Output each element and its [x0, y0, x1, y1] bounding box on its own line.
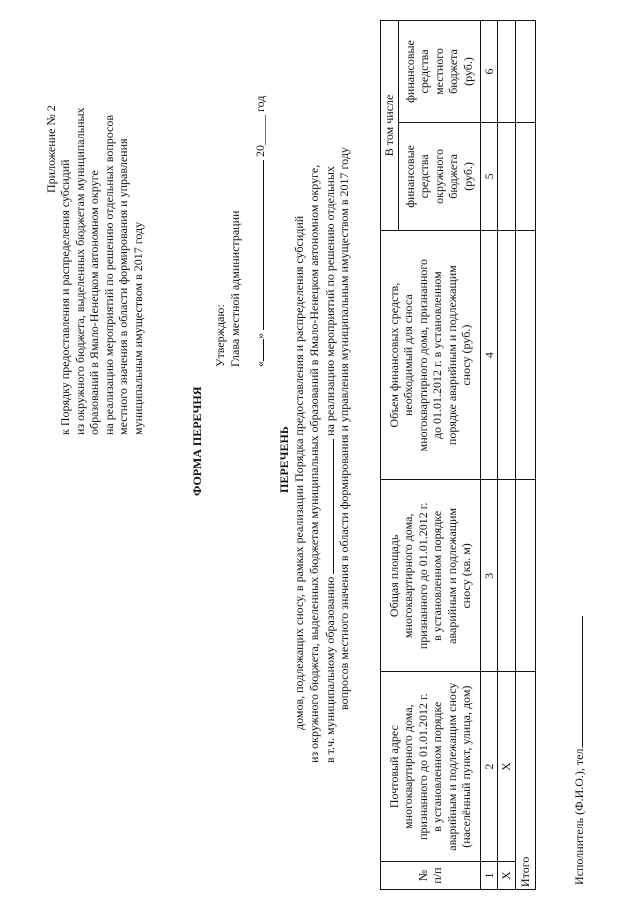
objects-table — [380, 20, 536, 890]
col-header-amount: Объем финансовых средств, необходимый для сноса многоквартирного дома, признанного до 01.01.2012 г. в установленном порядке аварийным и подлежащим сносу (руб.) — [381, 230, 481, 480]
subtitle-line-3-start: в т.ч. муниципальному образованию — [323, 576, 337, 763]
table-cell — [498, 230, 516, 480]
executor-label: Исполнитель (Ф.И.О.), тел. — [572, 745, 586, 885]
column-number: 1 — [480, 862, 498, 890]
total-cell — [515, 122, 535, 230]
date-open-quote: « — [253, 361, 267, 367]
year-prefix: 20 — [253, 145, 267, 157]
table-cell — [498, 21, 516, 123]
subtitle-line-2: из окружного бюджета, выделенных бюджетам муниципальных образований в Ямало-Ненецком автономном округе, — [307, 164, 321, 763]
col-header-area: Общая площадь многоквартирного дома, признанного до 01.01.2012 г. в установленном порядке аварийным и подлежащим сносу (кв. м) — [381, 480, 481, 672]
total-cell — [515, 480, 535, 672]
year-suffix: _____ год — [253, 95, 267, 145]
column-numbers-row — [480, 21, 498, 890]
header-line: муниципальным имуществом в 2017 году — [130, 221, 145, 435]
total-label: Итого — [515, 672, 535, 890]
col-header-address: Почтовый адрес многоквартирного дома, признанного до 01.01.2012 г. в установленном порядке аварийным и подлежащим сносу (населённый пункт, улица, дом) — [381, 672, 481, 862]
header-line: из окружного бюджета, выделенных бюджетам муниципальных — [72, 107, 87, 435]
header-line: к Порядку предоставления и распределения субсидий — [58, 159, 72, 435]
executor-line — [571, 616, 587, 885]
column-number: 3 — [480, 480, 498, 672]
subtitle-line-3 — [322, 166, 338, 763]
total-cell — [515, 230, 535, 480]
subtitle-line-3-end: на реализацию мероприятий по решению отдельных — [323, 166, 337, 436]
header-block — [58, 35, 145, 435]
column-number: 4 — [480, 230, 498, 480]
total-row — [515, 21, 535, 890]
header-line: на реализацию мероприятий по решению отдельных вопросов — [101, 114, 116, 435]
column-number: 5 — [480, 122, 498, 230]
column-number: 2 — [480, 672, 498, 862]
subtitle-line-1: домов, подлежащих сносу, в рамках реализации Порядка предоставления и распределения субсидий — [292, 215, 306, 730]
col-header-num: № п/п — [381, 862, 481, 890]
subtitle-line-4: вопросов местного значения в области формирования и управления муниципальным имуществом в 2017 году — [337, 147, 351, 710]
approve-date — [252, 96, 268, 367]
list-title: ПЕРЕЧЕНЬ — [277, 426, 291, 493]
total-cell — [515, 21, 535, 123]
form-title: ФОРМА ПЕРЕЧНЯ — [190, 386, 204, 496]
column-number: 6 — [480, 21, 498, 123]
appendix-label: Приложение № 2 — [44, 105, 58, 193]
header-line: местного значения в области формирования и управления — [116, 138, 130, 435]
date-close-quote: » — [253, 333, 267, 339]
table-row — [498, 21, 516, 890]
col-header-district-funds: финансовые средства окружного бюджета (руб.) — [398, 122, 480, 230]
table-cell — [498, 122, 516, 230]
approve-label: Утверждаю: — [213, 304, 227, 367]
table-cell — [498, 480, 516, 672]
table-cell: Х — [498, 862, 516, 890]
col-group-header: В том числе — [381, 21, 399, 231]
header-line: образований в Ямало-Ненецком автономном округе — [87, 170, 101, 435]
table-cell: Х — [498, 672, 516, 862]
col-header-local-funds: финансовые средства местного бюджета (руб.) — [398, 21, 480, 123]
approve-position: Глава местной администрации — [228, 210, 242, 367]
